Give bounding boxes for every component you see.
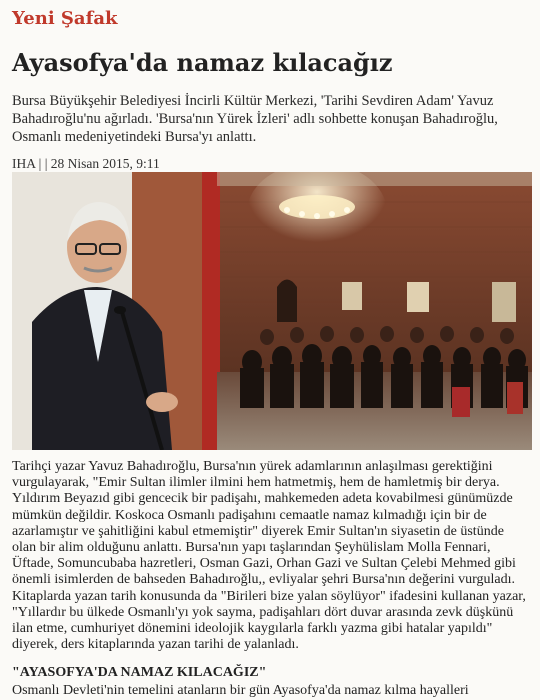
article-body: Tarihçi yazar Yavuz Bahadıroğlu, Bursa'nın yürek adamlarının anlaşılması gerektiğini vurgulayarak, "Emir Sultan ilimler ilmini hem hatmetmiş, hem de hamletmiş bir derya. Yıldırım Beyazıd gibi gencecik bir padişahı, mahkemeden adeta kovabilmesi günümüzde mümkün değildir. Koskoca Osmanlı padişahını cemaatle namaz kılmadığı için bir de azarlamıştır ve şahitliğini kabul etmemiştir" diyerek Emir Sultan'ın siyasetin de üstünde olan bir alim olduğunu anlattı. Bursa'nın yapı taşlarından Şeyhülislam Molla Fennari, Üftade, Somuncubaba hazretleri, Osman Gazi, Orhan Gazi ve Sultan Çelebi Mehmed gibi önemli isimlerden de bahseden Bahadıroğlu,, evliyalar şehri Bursa'nın değerini vurguladı. Kitaplarda yazan tarih konusunda da "Birileri bize yalan söylüyor" ifadesini kullanan yazar, "Yıllardır bu ülkede Osmanlı'yı yok sayma, padişahları dört duvar arasında zevk düşkünü ilan etme, cumhuriyet dönemini ideolojik kaygılarla farklı yazma gibi hatalar yapıldı" diyerek, ders kitaplarında yazan tarihi de yalanladı. <box>12 459 526 653</box>
newspaper-masthead: Yeni Şafak <box>12 8 118 29</box>
article-lead: Bursa Büyükşehir Belediyesi İncirli Kültür Merkezi, 'Tarihi Sevdiren Adam' Yavuz Bahadıroğlu'nu ağırladı. 'Bursa'nın Yürek İzleri' adlı sohbette konuşan Bahadıroğlu, Osmanlı medeniyetindeki Bursa'yı anlattı. <box>12 93 498 145</box>
article-subheading: "AYASOFYA'DA NAMAZ KILACAĞIZ" <box>12 665 267 680</box>
article-body-continued: Osmanlı Devleti'nin temelini atanların bir gün Ayasofya'da namaz kılma hayalleri <box>12 683 469 698</box>
article-headline: Ayasofya'da namaz kılacağız <box>12 48 393 77</box>
article-byline: IHA | | 28 Nisan 2015, 9:11 <box>12 156 160 171</box>
article-photo <box>12 172 532 450</box>
